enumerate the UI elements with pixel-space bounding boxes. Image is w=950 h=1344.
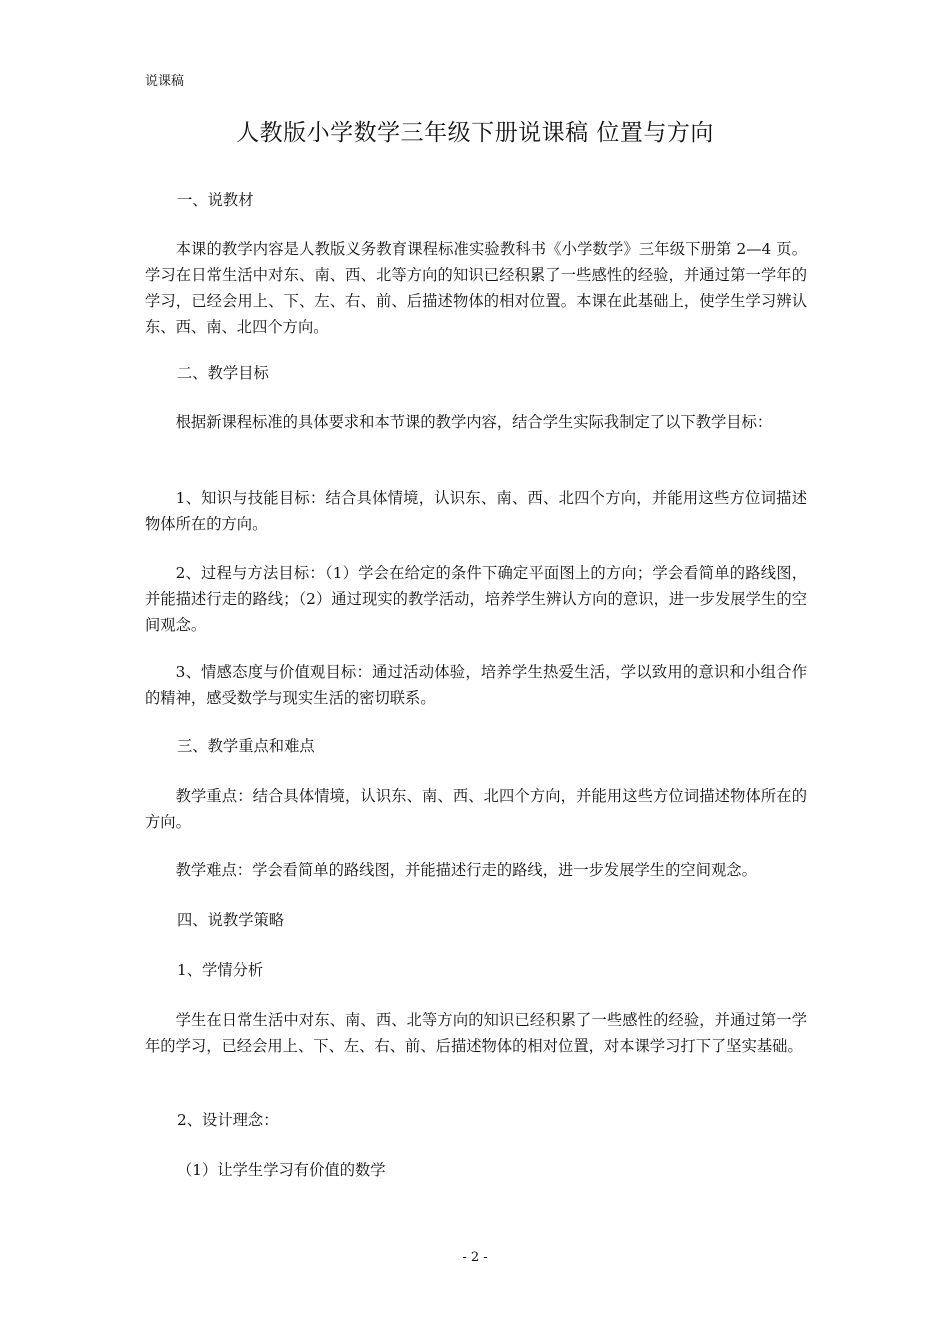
page-header: 说课稿 [145,74,185,89]
paragraph-student-analysis: 学生在日常生活中对东、南、西、北等方向的知识已经积累了一些感性的经验，并通过第一学年的学习，已经会用上、下、左、右、前、后描述物体的相对位置，对本课学习打下了坚实基础。 [145,1011,807,1055]
subheading-student-analysis: 1、学情分析 [177,961,264,979]
subheading-design-concept: 2、设计理念： [177,1111,279,1129]
paragraph-objectives-intro: 根据新课程标准的具体要求和本节课的教学内容，结合学生实际我制定了以下教学目标： [175,413,773,431]
paragraph-objective-emotion: 3、情感态度与价值观目标：通过活动体验，培养学生热爱生活，学以致用的意识和小组合作的精神，感受数学与现实生活的密切联系。 [145,663,807,707]
section-heading-objectives: 二、教学目标 [177,364,269,382]
document-title: 人教版小学数学三年级下册说课稿 位置与方向 [236,120,714,146]
section-heading-strategy: 四、说教学策略 [177,911,285,929]
section-heading-key-points: 三、教学重点和难点 [177,737,315,755]
paragraph-objective-knowledge: 1、知识与技能目标：结合具体情境，认识东、南、西、北四个方向，并能用这些方位词描述物体所在的方向。 [145,489,807,533]
paragraph-objective-process: 2、过程与方法目标：（1）学会在给定的条件下确定平面图上的方向；学会看简单的路线图，并能描述行走的路线；（2）通过现实的教学活动，培养学生辨认方向的意识，进一步发展学生的空间观念。 [145,564,807,634]
subheading-valuable-math: （1）让学生学习有价值的数学 [177,1161,386,1179]
page-number: - 2 - [462,1250,488,1265]
paragraph-difficulty: 教学难点：学会看简单的路线图，并能描述行走的路线，进一步发展学生的空间观念。 [175,861,757,879]
paragraph-key-point: 教学重点：结合具体情境，认识东、南、西、北四个方向，并能用这些方位词描述物体所在的方向。 [145,787,807,831]
paragraph-textbook-content: 本课的教学内容是人教版义务教育课程标准实验教科书《小学数学》三年级下册第 2—4 页。学习在日常生活中对东、南、西、北等方向的知识已经积累了一些感性的经验，并通过第一学年的学习，已经会用上、下、左、右、前、后描述物体的相对位置。本课在此基础上，使学生学习辨认东、西、南、北四个方向。 [145,240,807,336]
section-heading-textbook: 一、说教材 [177,191,254,209]
